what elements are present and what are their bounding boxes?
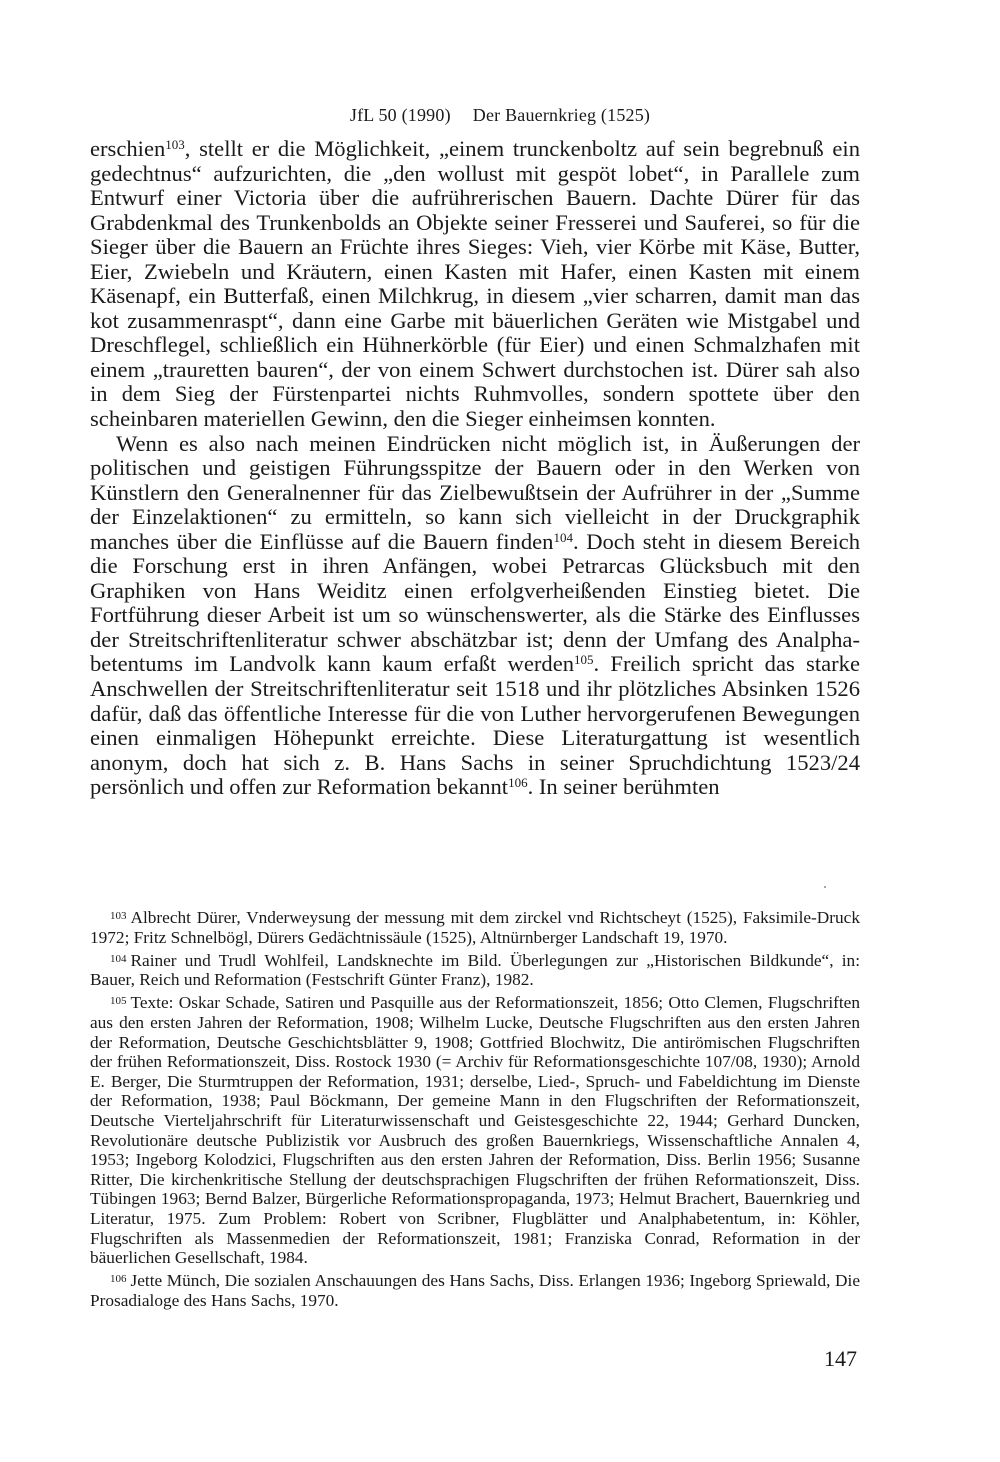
footnote-text: Rainer und Trudl Wohlfeil, Landsknechte im Bild. Überlegungen zur „Historischen Bildkunde“, in: Bauer, Reich und Reformation (Festschrift Günter Franz), 1982. [90,950,860,990]
footnote-ref-105[interactable]: 105 [574,652,594,668]
footnote-ref-106[interactable]: 106 [508,775,528,791]
footnote-ref-103[interactable]: 103 [165,137,185,152]
footnote-text: Jette Münch, Die sozialen Anschauungen des Hans Sachs, Diss. Erlangen 1936; Ingeborg Spriewald, Die Prosadialoge des Hans Sachs, 1970. [90,1271,860,1310]
footnote-103 [90,908,860,947]
running-head [0,104,1000,126]
footnote-106 [90,1271,860,1310]
footnotes [90,908,860,1314]
page-number: 147 [824,1346,857,1371]
footnote-105 [90,993,860,1267]
main-text [90,137,860,800]
footnote-text: Texte: Oskar Schade, Satiren und Pasquille aus der Reformationszeit, 1856; Otto Clemen, Flugschriften aus den ersten Jahren der Reformation, 1908; Wilhelm Lucke, Deutsche Flugschriften aus den ersten Jahren der Reformation, Deutsche Geschichtsblätter 9, 1908; Gottfried Blochwitz, Die antirömischen Flugschriften der frühen Reformationszeit, Diss. Rostock 1930 (= Archiv für Reformationsgeschichte 107/08, 1930); Arnold E. Berger, Die Sturmtruppen der Reformation, 1931; derselbe, Lied-, Spruch- und Fabeldichtung im Dienste der Reformation, 1938; Paul Böckmann, Der gemeine Mann in den Flugschriften der Reformationszeit, Deutsche Vierteljahrschrift für Literaturwissenschaft und Geistesgeschichte 22, 1944; Gerhard Duncken, Revolutionäre deutsche Publizistik vor Ausbruch des großen Bauernkriegs, Wissenschaftliche Annalen 4, 1953; Ingeborg Kolodzici, Flugschriften aus den ersten Jahren der Reformation, Diss. Berlin 1956; Susanne Ritter, Die kirchenkritische Stellung der deutschsprachigen Flugschriften der frühen Reformationszeit, Diss. Tübingen 1963; Bernd Balzer, Bürgerliche Reformationspropaganda, 1973; Helmut Brachert, Bauernkrieg und Literatur, 1975. Zum Problem: Robert von Scribner, Flugblätter und Analphabetentum, in: Köhler, Flugschriften als Massenmedien der Reformationszeit, 1981; Franziska Conrad, Reformation in der bäuerlichen Gesellschaft, 1984. [90,993,860,1268]
footnote-number: 103 [110,910,127,922]
footnote-number: 104 [110,952,127,965]
footnote-text: Albrecht Dürer, Vnderweysung der messung mit dem zirckel vnd Richtscheyt (1525), Faksimile-Druck 1972; Fritz Schnelbögl, Dürers Gedächtnissäule (1525), Altnürnberger Landschaft 19, 1970. [90,908,860,947]
scan-speck [824,886,826,888]
running-title: Der Bauernkrieg (1525) [472,105,651,125]
journal-reference: JfL 50 (1990) [349,105,451,125]
paragraph-1: erschien$^{103}$, stellt er die Möglichkeit, „einem trunckenboltz auf sein begrebnuß ein gedechtnus“ aufzurichten, die „den wollust mit gespöt lobet“, in Parallele zum Entwurf einer Victoria über die aufrührerischen Bauern. Dachte Dürer für das Grabdenkmal des Trunkenbolds an Objekte seiner Fresserei und Sauferei, so für die Sieger über die Bauern an Früchte ihres Sieges: Vieh, vier Körbe mit Käse, Butter, Eier, Zwiebeln und Kräutern, einen Kasten mit Hafer, einen Kasten mit einem Käsenapf, ein Butterfaß, einen Milchkrug, in diesem „vier scharren, damit man das kot zusammenraspt“, dann eine Garbe mit bäuerlichen Geräten wie Mistgabel und Dreschflegel, schließlich ein Hühnerkörble (für Eier) und einen Schmalzhafen mit einem „trauretten bauren“, der von einem Schwert durchstochen ist. Dürer sah also in dem Sieg der Fürstenpartei nichts Ruhmvolles, sondern spottete über den scheinbaren materiellen Gewinn, den die Sieger einheimsen konnten. [90,136,860,432]
footnote-104 [90,951,860,990]
footnote-ref-104[interactable]: 104 [553,529,573,545]
paragraph-2: Wenn es also nach meinen Eindrücken nicht möglich ist, in Äußerungen der politischen und geistigen Führungsspitze der Bauern oder in den Werken von Künstlern den Generalnenner für das Zielbewußtsein der Aufrührer in der „Summe der Einzelaktionen“ zu ermitteln, so kann sich vielleicht in der Druckgraphik manches über die Einflüsse auf die Bauern finden$^{104}$. Doch steht in diesem Bereich die Forschung erst in ihren Anfängen, wobei Petrarcas Glücksbuch mit den Graphiken von Hans Weiditz einen erfolgverheißenden Einstieg bietet. Die Fortführung dieser Arbeit ist um so wünschenswerter, als die Stärke des Einflusses der Streitschriftenliteratur schwer abschätzbar ist; denn der Umfang des Analphabetentums im Landvolk kann kaum erfaßt werden$^{105}$. Freilich spricht das starke Anschwellen der Streitschriftenliteratur seit 1518 und ihr plötzliches Absinken 1526 dafür, daß das öffentliche Interesse für die von Luther hervorgerufenen Bewegungen einen einmaligen Höhepunkt erreichte. Diese Literaturgattung ist wesentlich anonym, doch hat sich z. B. Hans Sachs in seiner Spruchdichtung 1523/24 persönlich und offen zur Reformation bekannt$^{106}$. In seiner berühmten [90,430,860,800]
footnote-number: 106 [110,1273,127,1286]
footnote-number: 105 [110,995,127,1008]
